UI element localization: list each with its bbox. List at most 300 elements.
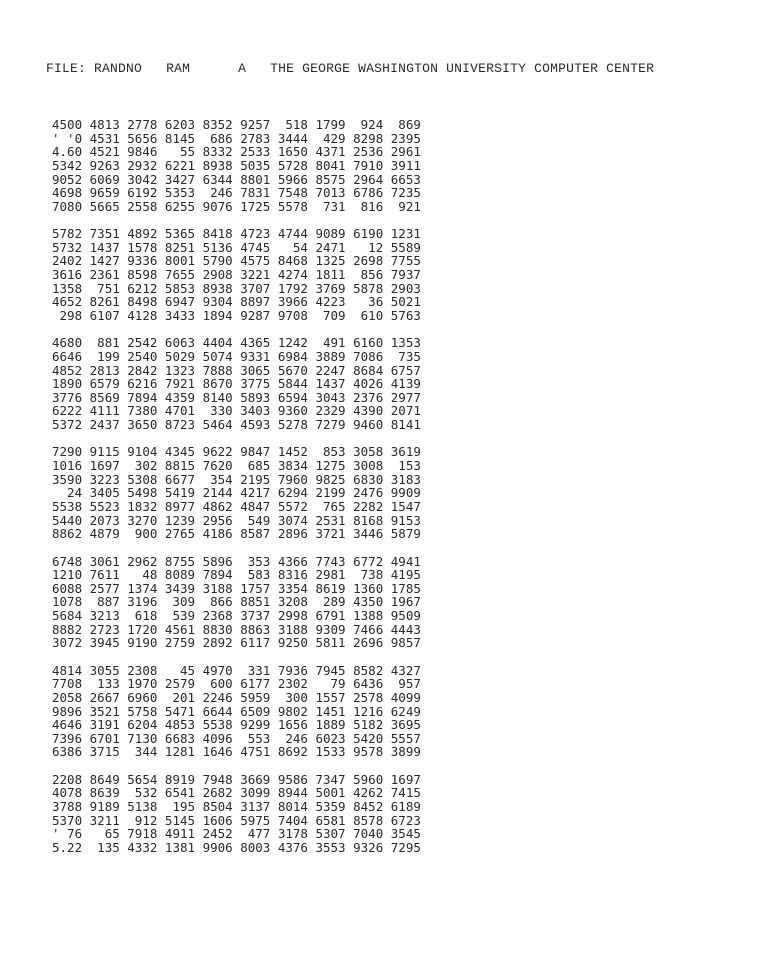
number-cell: 246 bbox=[202, 185, 233, 201]
number-cell: 3183 bbox=[390, 471, 421, 487]
number-cell: 4698 bbox=[52, 185, 83, 201]
number-cell: 9360 bbox=[277, 403, 308, 419]
number-cell: 201 bbox=[164, 689, 196, 705]
number-cell: 9263 bbox=[89, 157, 120, 173]
number-cell: 3427 bbox=[164, 171, 196, 187]
number-cell: 3099 bbox=[240, 785, 271, 801]
number-cell: 5372 bbox=[52, 417, 83, 433]
number-cell: 731 bbox=[315, 198, 346, 214]
number-cell: 2577 bbox=[89, 580, 120, 596]
number-cell: 2723 bbox=[89, 621, 120, 637]
number-cell: 4853 bbox=[164, 717, 196, 733]
number-row bbox=[52, 309, 421, 323]
number-row bbox=[52, 527, 421, 541]
number-row bbox=[52, 732, 421, 746]
number-cell: 2892 bbox=[202, 635, 233, 651]
number-row bbox=[52, 500, 421, 514]
number-cell: 1427 bbox=[89, 253, 120, 269]
number-cell: 3721 bbox=[315, 526, 346, 542]
number-cell: 856 bbox=[353, 267, 384, 283]
number-cell: 9825 bbox=[315, 471, 346, 487]
number-cell: 9257 bbox=[240, 117, 271, 132]
number-block bbox=[52, 773, 421, 855]
number-cell: 5136 bbox=[202, 239, 233, 255]
number-cell: 2282 bbox=[353, 498, 384, 514]
number-cell: 2376 bbox=[353, 389, 384, 405]
number-cell: 5182 bbox=[353, 717, 384, 733]
number-cell: 2144 bbox=[202, 485, 233, 501]
number-cell: 6177 bbox=[240, 676, 271, 692]
number-cell: 1889 bbox=[315, 717, 346, 733]
number-cell: 9309 bbox=[315, 621, 346, 637]
number-cell: 55 bbox=[164, 144, 196, 160]
number-cell: 5960 bbox=[353, 771, 384, 787]
number-cell: 9115 bbox=[89, 444, 120, 460]
number-cell: 2542 bbox=[127, 335, 158, 351]
number-cell: 1360 bbox=[353, 580, 384, 596]
number-block bbox=[52, 445, 421, 540]
number-cell: 583 bbox=[240, 567, 271, 583]
number-cell: 9586 bbox=[277, 771, 308, 787]
number-cell: 2759 bbox=[164, 635, 196, 651]
number-cell: 1785 bbox=[390, 580, 421, 596]
number-cell: 6189 bbox=[390, 799, 421, 815]
number-cell: 549 bbox=[240, 512, 271, 528]
number-cell: 3590 bbox=[52, 471, 83, 487]
number-cell: 5896 bbox=[202, 553, 233, 569]
number-cell: 6190 bbox=[353, 226, 384, 242]
number-cell: 4376 bbox=[277, 839, 308, 855]
number-cell: 3208 bbox=[277, 594, 308, 610]
number-cell: 5370 bbox=[52, 812, 83, 828]
number-cell: 9909 bbox=[390, 485, 421, 501]
number-cell: 1792 bbox=[277, 280, 308, 296]
number-cell: 195 bbox=[164, 799, 196, 815]
number-cell: 5728 bbox=[277, 157, 308, 173]
number-cell: 2558 bbox=[127, 198, 158, 214]
number-cell: 7936 bbox=[277, 662, 308, 678]
number-cell: 5572 bbox=[277, 498, 308, 514]
number-cell: 3669 bbox=[240, 771, 271, 787]
number-cell: 4078 bbox=[52, 785, 83, 801]
number-cell: 45 bbox=[164, 662, 196, 678]
number-cell: 3444 bbox=[277, 130, 308, 146]
number-cell: 3196 bbox=[127, 594, 158, 610]
number-cell: 3055 bbox=[89, 662, 120, 678]
number-cell: 5959 bbox=[240, 689, 271, 705]
number-row bbox=[52, 241, 421, 255]
number-row bbox=[52, 282, 421, 296]
number-row bbox=[52, 227, 421, 241]
number-cell: 9857 bbox=[390, 635, 421, 651]
number-cell: 4223 bbox=[315, 294, 346, 310]
number-cell: 4723 bbox=[240, 226, 271, 242]
number-cell: 4941 bbox=[390, 553, 421, 569]
number-cell: 5523 bbox=[89, 498, 120, 514]
number-cell: 5878 bbox=[353, 280, 384, 296]
number-cell: 2476 bbox=[353, 485, 384, 501]
number-cell: 5557 bbox=[390, 730, 421, 746]
number-row bbox=[52, 800, 421, 814]
number-cell: 686 bbox=[202, 130, 233, 146]
number-cell: 6212 bbox=[127, 280, 158, 296]
number-cell: 1646 bbox=[202, 744, 233, 760]
number-cell: 289 bbox=[315, 594, 346, 610]
number-cell: 4814 bbox=[52, 662, 83, 678]
number-cell: 6216 bbox=[127, 376, 158, 392]
number-cell: 1557 bbox=[315, 689, 346, 705]
number-cell: 600 bbox=[202, 676, 233, 692]
number-cell: 9578 bbox=[353, 744, 384, 760]
number-cell: 6677 bbox=[164, 471, 196, 487]
number-cell: 9896 bbox=[52, 703, 83, 719]
number-cell: 685 bbox=[240, 458, 271, 474]
number-cell: 4813 bbox=[89, 117, 120, 132]
number-cell: 5440 bbox=[52, 512, 83, 528]
number-cell: 7937 bbox=[390, 267, 421, 283]
number-cell: 6509 bbox=[240, 703, 271, 719]
number-cell: 4652 bbox=[52, 294, 83, 310]
number-cell: 8830 bbox=[202, 621, 233, 637]
number-cell: 8863 bbox=[240, 621, 271, 637]
number-cell: 6594 bbox=[277, 389, 308, 405]
number-row bbox=[52, 623, 421, 637]
number-cell: 4911 bbox=[164, 826, 196, 842]
number-cell: 6646 bbox=[52, 348, 83, 364]
number-cell: 9847 bbox=[240, 444, 271, 460]
number-cell: 6748 bbox=[52, 553, 83, 569]
number-cell: 5879 bbox=[390, 526, 421, 542]
number-cell: 2302 bbox=[277, 676, 308, 692]
number-cell: 4404 bbox=[202, 335, 233, 351]
number-cell: 8801 bbox=[240, 171, 271, 187]
number-cell: 7888 bbox=[202, 362, 233, 378]
number-cell: 2682 bbox=[202, 785, 233, 801]
number-cell: 8684 bbox=[353, 362, 384, 378]
number-cell: 5732 bbox=[52, 239, 83, 255]
number-cell: 1323 bbox=[164, 362, 196, 378]
number-cell: 3058 bbox=[353, 444, 384, 460]
number-cell: 5365 bbox=[164, 226, 196, 242]
number-cell: 6023 bbox=[315, 730, 346, 746]
number-cell: 3072 bbox=[52, 635, 83, 651]
number-cell: 7235 bbox=[390, 185, 421, 201]
number-cell: 6294 bbox=[277, 485, 308, 501]
number-cell: 4350 bbox=[353, 594, 384, 610]
number-cell: 2842 bbox=[127, 362, 158, 378]
number-cell: 1242 bbox=[277, 335, 308, 351]
number-cell: 2813 bbox=[89, 362, 120, 378]
number-row bbox=[52, 595, 421, 609]
number-cell: 344 bbox=[127, 744, 158, 760]
number-cell: 3911 bbox=[390, 157, 421, 173]
number-cell: 3043 bbox=[315, 389, 346, 405]
number-cell: 6541 bbox=[164, 785, 196, 801]
number-cell: 298 bbox=[52, 307, 83, 323]
number-cell: 4128 bbox=[127, 307, 158, 323]
number-cell: 2536 bbox=[353, 144, 384, 160]
number-cell: 1697 bbox=[390, 771, 421, 787]
number-cell: 6107 bbox=[89, 307, 120, 323]
number-cell: 7918 bbox=[127, 826, 158, 842]
number-cell: 8504 bbox=[202, 799, 233, 815]
number-cell: 2962 bbox=[127, 553, 158, 569]
number-cell: 3223 bbox=[89, 471, 120, 487]
number-cell: 2246 bbox=[202, 689, 233, 705]
number-cell: 8897 bbox=[240, 294, 271, 310]
number-cell: 7396 bbox=[52, 730, 83, 746]
number-cell: 9189 bbox=[89, 799, 120, 815]
number-cell: 133 bbox=[89, 676, 120, 692]
number-cell: 9250 bbox=[277, 635, 308, 651]
number-cell: 4099 bbox=[390, 689, 421, 705]
number-cell: 8498 bbox=[127, 294, 158, 310]
number-cell: 9509 bbox=[390, 608, 421, 624]
number-cell: 3191 bbox=[89, 717, 120, 733]
number-cell: 6088 bbox=[52, 580, 83, 596]
number-cell: 2533 bbox=[240, 144, 271, 160]
number-cell: 2981 bbox=[315, 567, 346, 583]
number-cell: 2058 bbox=[52, 689, 83, 705]
number-cell: 7013 bbox=[315, 185, 346, 201]
number-cell: 7290 bbox=[52, 444, 83, 460]
number-cell: 354 bbox=[202, 471, 233, 487]
number-row bbox=[52, 705, 421, 719]
number-cell: 8938 bbox=[202, 280, 233, 296]
number-cell: 5308 bbox=[127, 471, 158, 487]
number-row bbox=[52, 254, 421, 268]
number-cell: 8919 bbox=[164, 771, 196, 787]
number-row bbox=[52, 718, 421, 732]
number-cell: 3137 bbox=[240, 799, 271, 815]
number-cell: 3188 bbox=[202, 580, 233, 596]
number-cell: 3616 bbox=[52, 267, 83, 283]
number-cell: 8468 bbox=[277, 253, 308, 269]
number-cell: 7894 bbox=[202, 567, 233, 583]
number-cell: 7960 bbox=[277, 471, 308, 487]
number-cell: 8041 bbox=[315, 157, 346, 173]
number-cell: 1374 bbox=[127, 580, 158, 596]
number-cell: 8261 bbox=[89, 294, 120, 310]
number-row bbox=[52, 827, 421, 841]
number-cell: 8619 bbox=[315, 580, 346, 596]
number-cell: 5758 bbox=[127, 703, 158, 719]
number-cell: 3178 bbox=[277, 826, 308, 842]
number-cell: 8977 bbox=[164, 498, 196, 514]
number-cell: 7921 bbox=[164, 376, 196, 392]
number-cell: 2071 bbox=[390, 403, 421, 419]
number-cell: 8145 bbox=[164, 130, 196, 146]
number-cell: 4217 bbox=[240, 485, 271, 501]
number-cell: 5342 bbox=[52, 157, 83, 173]
number-cell: 3042 bbox=[127, 171, 158, 187]
number-cell: 8882 bbox=[52, 621, 83, 637]
number-cell: 6386 bbox=[52, 744, 83, 760]
number-cell: 6063 bbox=[164, 335, 196, 351]
number-cell: 881 bbox=[89, 335, 120, 351]
number-cell: 1210 bbox=[52, 567, 83, 583]
number-cell: 6203 bbox=[164, 117, 196, 132]
number-cell: 331 bbox=[240, 662, 271, 678]
number-cell: 7548 bbox=[277, 185, 308, 201]
number-cell: 4852 bbox=[52, 362, 83, 378]
number-cell: 4892 bbox=[127, 226, 158, 242]
number-cell: 2961 bbox=[390, 144, 421, 160]
number-cell: 8014 bbox=[277, 799, 308, 815]
number-cell: 8575 bbox=[315, 171, 346, 187]
number-cell: 8862 bbox=[52, 526, 83, 542]
number-cell: 2778 bbox=[127, 117, 158, 132]
number-cell: 12 bbox=[353, 239, 384, 255]
number-cell: 912 bbox=[127, 812, 158, 828]
number-cell: 4111 bbox=[89, 403, 120, 419]
number-cell: 8452 bbox=[353, 799, 384, 815]
number-cell: 4359 bbox=[164, 389, 196, 405]
number-cell: 6947 bbox=[164, 294, 196, 310]
number-cell: 4195 bbox=[390, 567, 421, 583]
number-cell: 3889 bbox=[315, 348, 346, 364]
number-cell: 3695 bbox=[390, 717, 421, 733]
number-cell: 5670 bbox=[277, 362, 308, 378]
number-cell: 6772 bbox=[353, 553, 384, 569]
number-row bbox=[52, 336, 421, 350]
number-row bbox=[52, 186, 421, 200]
number-cell: 4744 bbox=[277, 226, 308, 242]
number-cell: 8815 bbox=[164, 458, 196, 474]
number-cell: 7040 bbox=[353, 826, 384, 842]
number-cell: 3650 bbox=[127, 417, 158, 433]
number-row bbox=[52, 200, 421, 214]
number-cell: 7415 bbox=[390, 785, 421, 801]
number-cell: 6255 bbox=[164, 198, 196, 214]
number-cell: 8587 bbox=[240, 526, 271, 542]
number-cell: 2964 bbox=[353, 171, 384, 187]
number-cell: 1832 bbox=[127, 498, 158, 514]
number-cell: 2531 bbox=[315, 512, 346, 528]
number-cell: 4345 bbox=[164, 444, 196, 460]
number-cell: 2471 bbox=[315, 239, 346, 255]
number-cell: 3834 bbox=[277, 458, 308, 474]
number-cell: 3945 bbox=[89, 635, 120, 651]
number-cell: 3433 bbox=[164, 307, 196, 323]
number-cell: 3899 bbox=[390, 744, 421, 760]
number-cell: 9460 bbox=[353, 417, 384, 433]
number-cell: 1325 bbox=[315, 253, 346, 269]
number-cell: 9622 bbox=[202, 444, 233, 460]
number-cell: 7831 bbox=[240, 185, 271, 201]
number-cell: 4970 bbox=[202, 662, 233, 678]
number-cell: 8141 bbox=[390, 417, 421, 433]
number-block bbox=[52, 555, 421, 650]
number-cell: 8755 bbox=[164, 553, 196, 569]
number-row bbox=[52, 609, 421, 623]
number-cell: 3707 bbox=[240, 280, 271, 296]
number-cell: 1078 bbox=[52, 594, 83, 610]
number-cell: 2073 bbox=[89, 512, 120, 528]
number-cell: 5138 bbox=[127, 799, 158, 815]
number-cell: 539 bbox=[164, 608, 196, 624]
number-cell: 887 bbox=[89, 594, 120, 610]
number-row bbox=[52, 555, 421, 569]
number-row bbox=[52, 582, 421, 596]
number-cell: 5763 bbox=[390, 307, 421, 323]
number-cell: 8944 bbox=[277, 785, 308, 801]
number-cell: 3439 bbox=[164, 580, 196, 596]
number-cell: 9708 bbox=[277, 307, 308, 323]
number-row bbox=[52, 364, 421, 378]
number-row bbox=[52, 514, 421, 528]
number-cell: 8352 bbox=[202, 117, 233, 132]
number-cell: 2540 bbox=[127, 348, 158, 364]
number-row bbox=[52, 773, 421, 787]
number-cell: ' 76 bbox=[52, 826, 83, 842]
number-cell: 4139 bbox=[390, 376, 421, 392]
number-cell: 4327 bbox=[390, 662, 421, 678]
number-row bbox=[52, 295, 421, 309]
number-cell: 8168 bbox=[353, 512, 384, 528]
number-cell: 853 bbox=[315, 444, 346, 460]
number-block bbox=[52, 336, 421, 431]
number-cell: 4186 bbox=[202, 526, 233, 542]
file-label: FILE: bbox=[46, 61, 87, 76]
number-cell: 6579 bbox=[89, 376, 120, 392]
number-cell: 9287 bbox=[240, 307, 271, 323]
number-cell: 2361 bbox=[89, 267, 120, 283]
number-cell: 54 bbox=[277, 239, 308, 255]
number-cell: 921 bbox=[390, 198, 421, 214]
number-cell: 8089 bbox=[164, 567, 196, 583]
number-cell: 751 bbox=[89, 280, 120, 296]
number-cell: 2329 bbox=[315, 403, 346, 419]
number-cell: 518 bbox=[277, 117, 308, 132]
number-cell: 2932 bbox=[127, 157, 158, 173]
number-cell: 2195 bbox=[240, 471, 271, 487]
number-cell: 5893 bbox=[240, 389, 271, 405]
number-cell: 3966 bbox=[277, 294, 308, 310]
number-cell: 6757 bbox=[390, 362, 421, 378]
number-row bbox=[52, 568, 421, 582]
number-cell: 2199 bbox=[315, 485, 346, 501]
number-cell: 4531 bbox=[89, 130, 120, 146]
number-cell: 1650 bbox=[277, 144, 308, 160]
number-row bbox=[52, 132, 421, 146]
number-row bbox=[52, 814, 421, 828]
number-cell: 4366 bbox=[277, 553, 308, 569]
number-cell: 5021 bbox=[390, 294, 421, 310]
number-cell: 5782 bbox=[52, 226, 83, 242]
organization-name: THE GEORGE WASHINGTON UNIVERSITY COMPUTER CENTER bbox=[270, 61, 655, 76]
number-cell: 6222 bbox=[52, 403, 83, 419]
number-cell: 532 bbox=[127, 785, 158, 801]
number-cell: 738 bbox=[353, 567, 384, 583]
file-name: RANDNO bbox=[94, 61, 143, 76]
number-row bbox=[52, 404, 421, 418]
number-row bbox=[52, 691, 421, 705]
number-cell: 2956 bbox=[202, 512, 233, 528]
number-cell: 3213 bbox=[89, 608, 120, 624]
number-cell: 2765 bbox=[164, 526, 196, 542]
number-cell: 9104 bbox=[127, 444, 158, 460]
number-cell: 7743 bbox=[315, 553, 346, 569]
number-cell: 2579 bbox=[164, 676, 196, 692]
number-cell: 8938 bbox=[202, 157, 233, 173]
number-cell: 3221 bbox=[240, 267, 271, 283]
number-cell: 5074 bbox=[202, 348, 233, 364]
number-cell: 9089 bbox=[315, 226, 346, 242]
number-cell: 5538 bbox=[52, 498, 83, 514]
number-row bbox=[52, 377, 421, 391]
number-row bbox=[52, 786, 421, 800]
